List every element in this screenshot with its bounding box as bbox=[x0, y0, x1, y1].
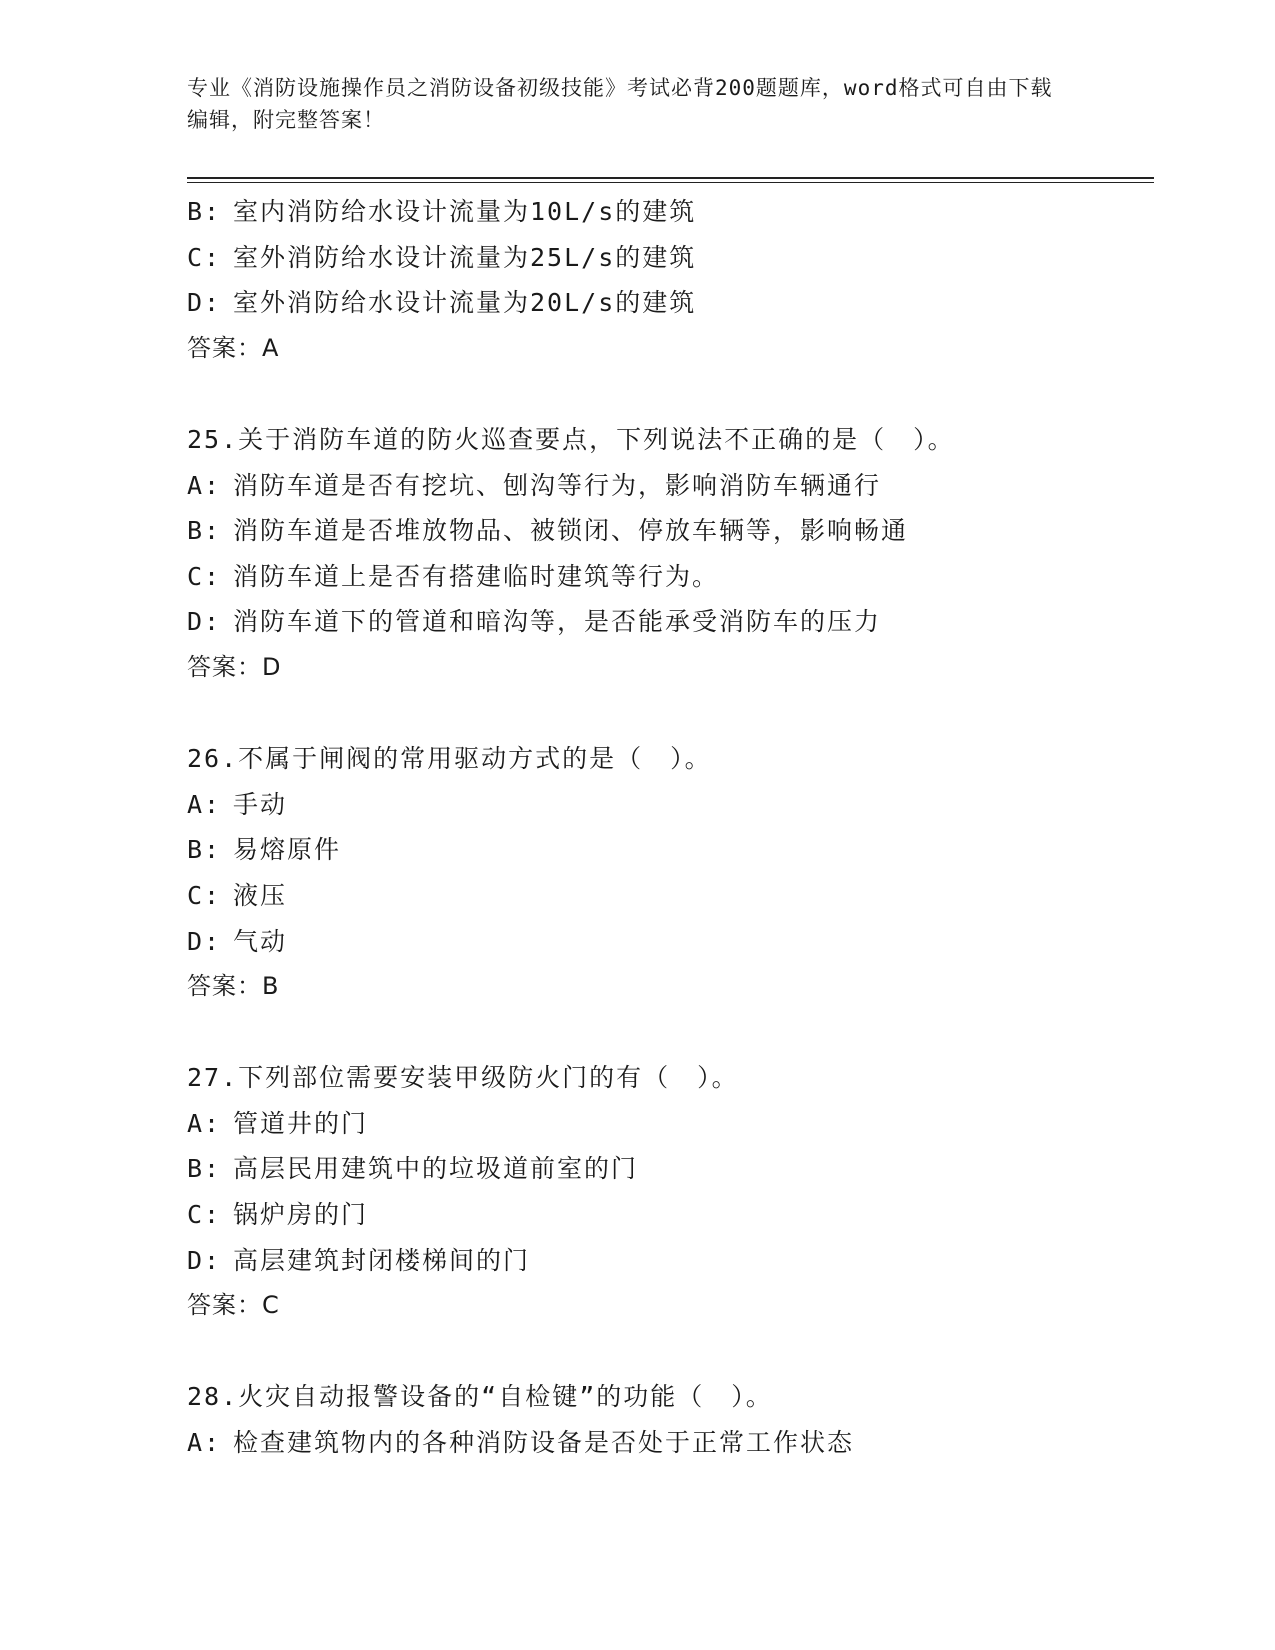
option-line bbox=[187, 189, 1147, 235]
spacer bbox=[187, 1329, 1147, 1375]
option-text: 消防车道是否有挖坑、刨沟等行为，影响消防车辆通行 bbox=[233, 470, 882, 500]
option-text: 液压 bbox=[233, 880, 288, 910]
option-letter: B: bbox=[187, 835, 222, 865]
answer-line: 答案：A bbox=[187, 333, 280, 362]
option-letter: D: bbox=[187, 288, 222, 318]
option-text: 室内消防给水设计流量为10L/s的建筑 bbox=[233, 197, 697, 226]
option-text: 高层建筑封闭楼梯间的门 bbox=[233, 1245, 531, 1275]
option-line bbox=[187, 1101, 1147, 1147]
option-line bbox=[187, 1420, 1147, 1466]
option-line bbox=[187, 782, 1147, 828]
spacer bbox=[187, 691, 1147, 737]
option-line bbox=[187, 873, 1147, 919]
option-letter: B: bbox=[187, 197, 222, 226]
option-text: 气动 bbox=[233, 926, 288, 956]
option-text: 管道井的门 bbox=[233, 1108, 369, 1138]
option-letter: D: bbox=[187, 607, 222, 637]
option-letter: C: bbox=[187, 561, 222, 591]
option-text: 高层民用建筑中的垃圾道前室的门 bbox=[233, 1154, 639, 1184]
option-text: 消防车道上是否有搭建临时建筑等行为。 bbox=[233, 561, 720, 591]
option-line bbox=[187, 280, 1147, 326]
option-line bbox=[187, 1146, 1147, 1192]
spacer bbox=[187, 371, 1147, 417]
header-divider-thin bbox=[187, 182, 1154, 183]
option-letter: D: bbox=[187, 1245, 222, 1275]
question-stem: 28.火灾自动报警设备的“自检键”的功能（ ）。 bbox=[187, 1382, 773, 1412]
option-line bbox=[187, 554, 1147, 600]
spacer bbox=[187, 1010, 1147, 1056]
answer-line: 答案：B bbox=[187, 972, 280, 1001]
option-letter: B: bbox=[187, 1154, 222, 1184]
document-header: 专业《消防设施操作员之消防设备初级技能》考试必背200题题库，word格式可自由下载编辑，附完整答案！ bbox=[187, 76, 1053, 132]
option-text: 锅炉房的门 bbox=[233, 1200, 369, 1230]
option-letter: C: bbox=[187, 1200, 222, 1230]
option-text: 消防车道下的管道和暗沟等，是否能承受消防车的压力 bbox=[233, 607, 882, 637]
option-line bbox=[187, 235, 1147, 281]
question-stem: 25.关于消防车道的防火巡查要点，下列说法不正确的是（ ）。 bbox=[187, 424, 955, 454]
option-text: 易熔原件 bbox=[233, 835, 342, 865]
option-line bbox=[187, 1192, 1147, 1238]
option-line bbox=[187, 463, 1147, 509]
question-stem: 26.不属于闸阀的常用驱动方式的是（ ）。 bbox=[187, 744, 712, 774]
option-line bbox=[187, 508, 1147, 554]
header-divider-thick bbox=[187, 177, 1154, 179]
answer-line: 答案：C bbox=[187, 1291, 280, 1320]
option-letter: C: bbox=[187, 242, 222, 272]
option-text: 手动 bbox=[233, 789, 288, 819]
option-text: 消防车道是否堆放物品、被锁闭、停放车辆等，影响畅通 bbox=[233, 516, 909, 546]
option-letter: A: bbox=[187, 789, 222, 819]
option-line bbox=[187, 1238, 1147, 1284]
option-line bbox=[187, 599, 1147, 645]
option-line bbox=[187, 827, 1147, 873]
option-line bbox=[187, 919, 1147, 965]
question-content bbox=[187, 189, 1147, 1466]
answer-line: 答案：D bbox=[187, 652, 282, 681]
option-letter: D: bbox=[187, 926, 222, 956]
option-text: 室外消防给水设计流量为20L/s的建筑 bbox=[233, 288, 697, 318]
option-letter: B: bbox=[187, 516, 222, 546]
option-letter: A: bbox=[187, 1108, 222, 1138]
question-stem: 27.下列部位需要安装甲级防火门的有（ ）。 bbox=[187, 1063, 739, 1093]
option-letter: C: bbox=[187, 880, 222, 910]
option-letter: A: bbox=[187, 1428, 222, 1458]
option-text: 检查建筑物内的各种消防设备是否处于正常工作状态 bbox=[233, 1428, 855, 1458]
option-letter: A: bbox=[187, 470, 222, 500]
option-text: 室外消防给水设计流量为25L/s的建筑 bbox=[233, 242, 697, 272]
